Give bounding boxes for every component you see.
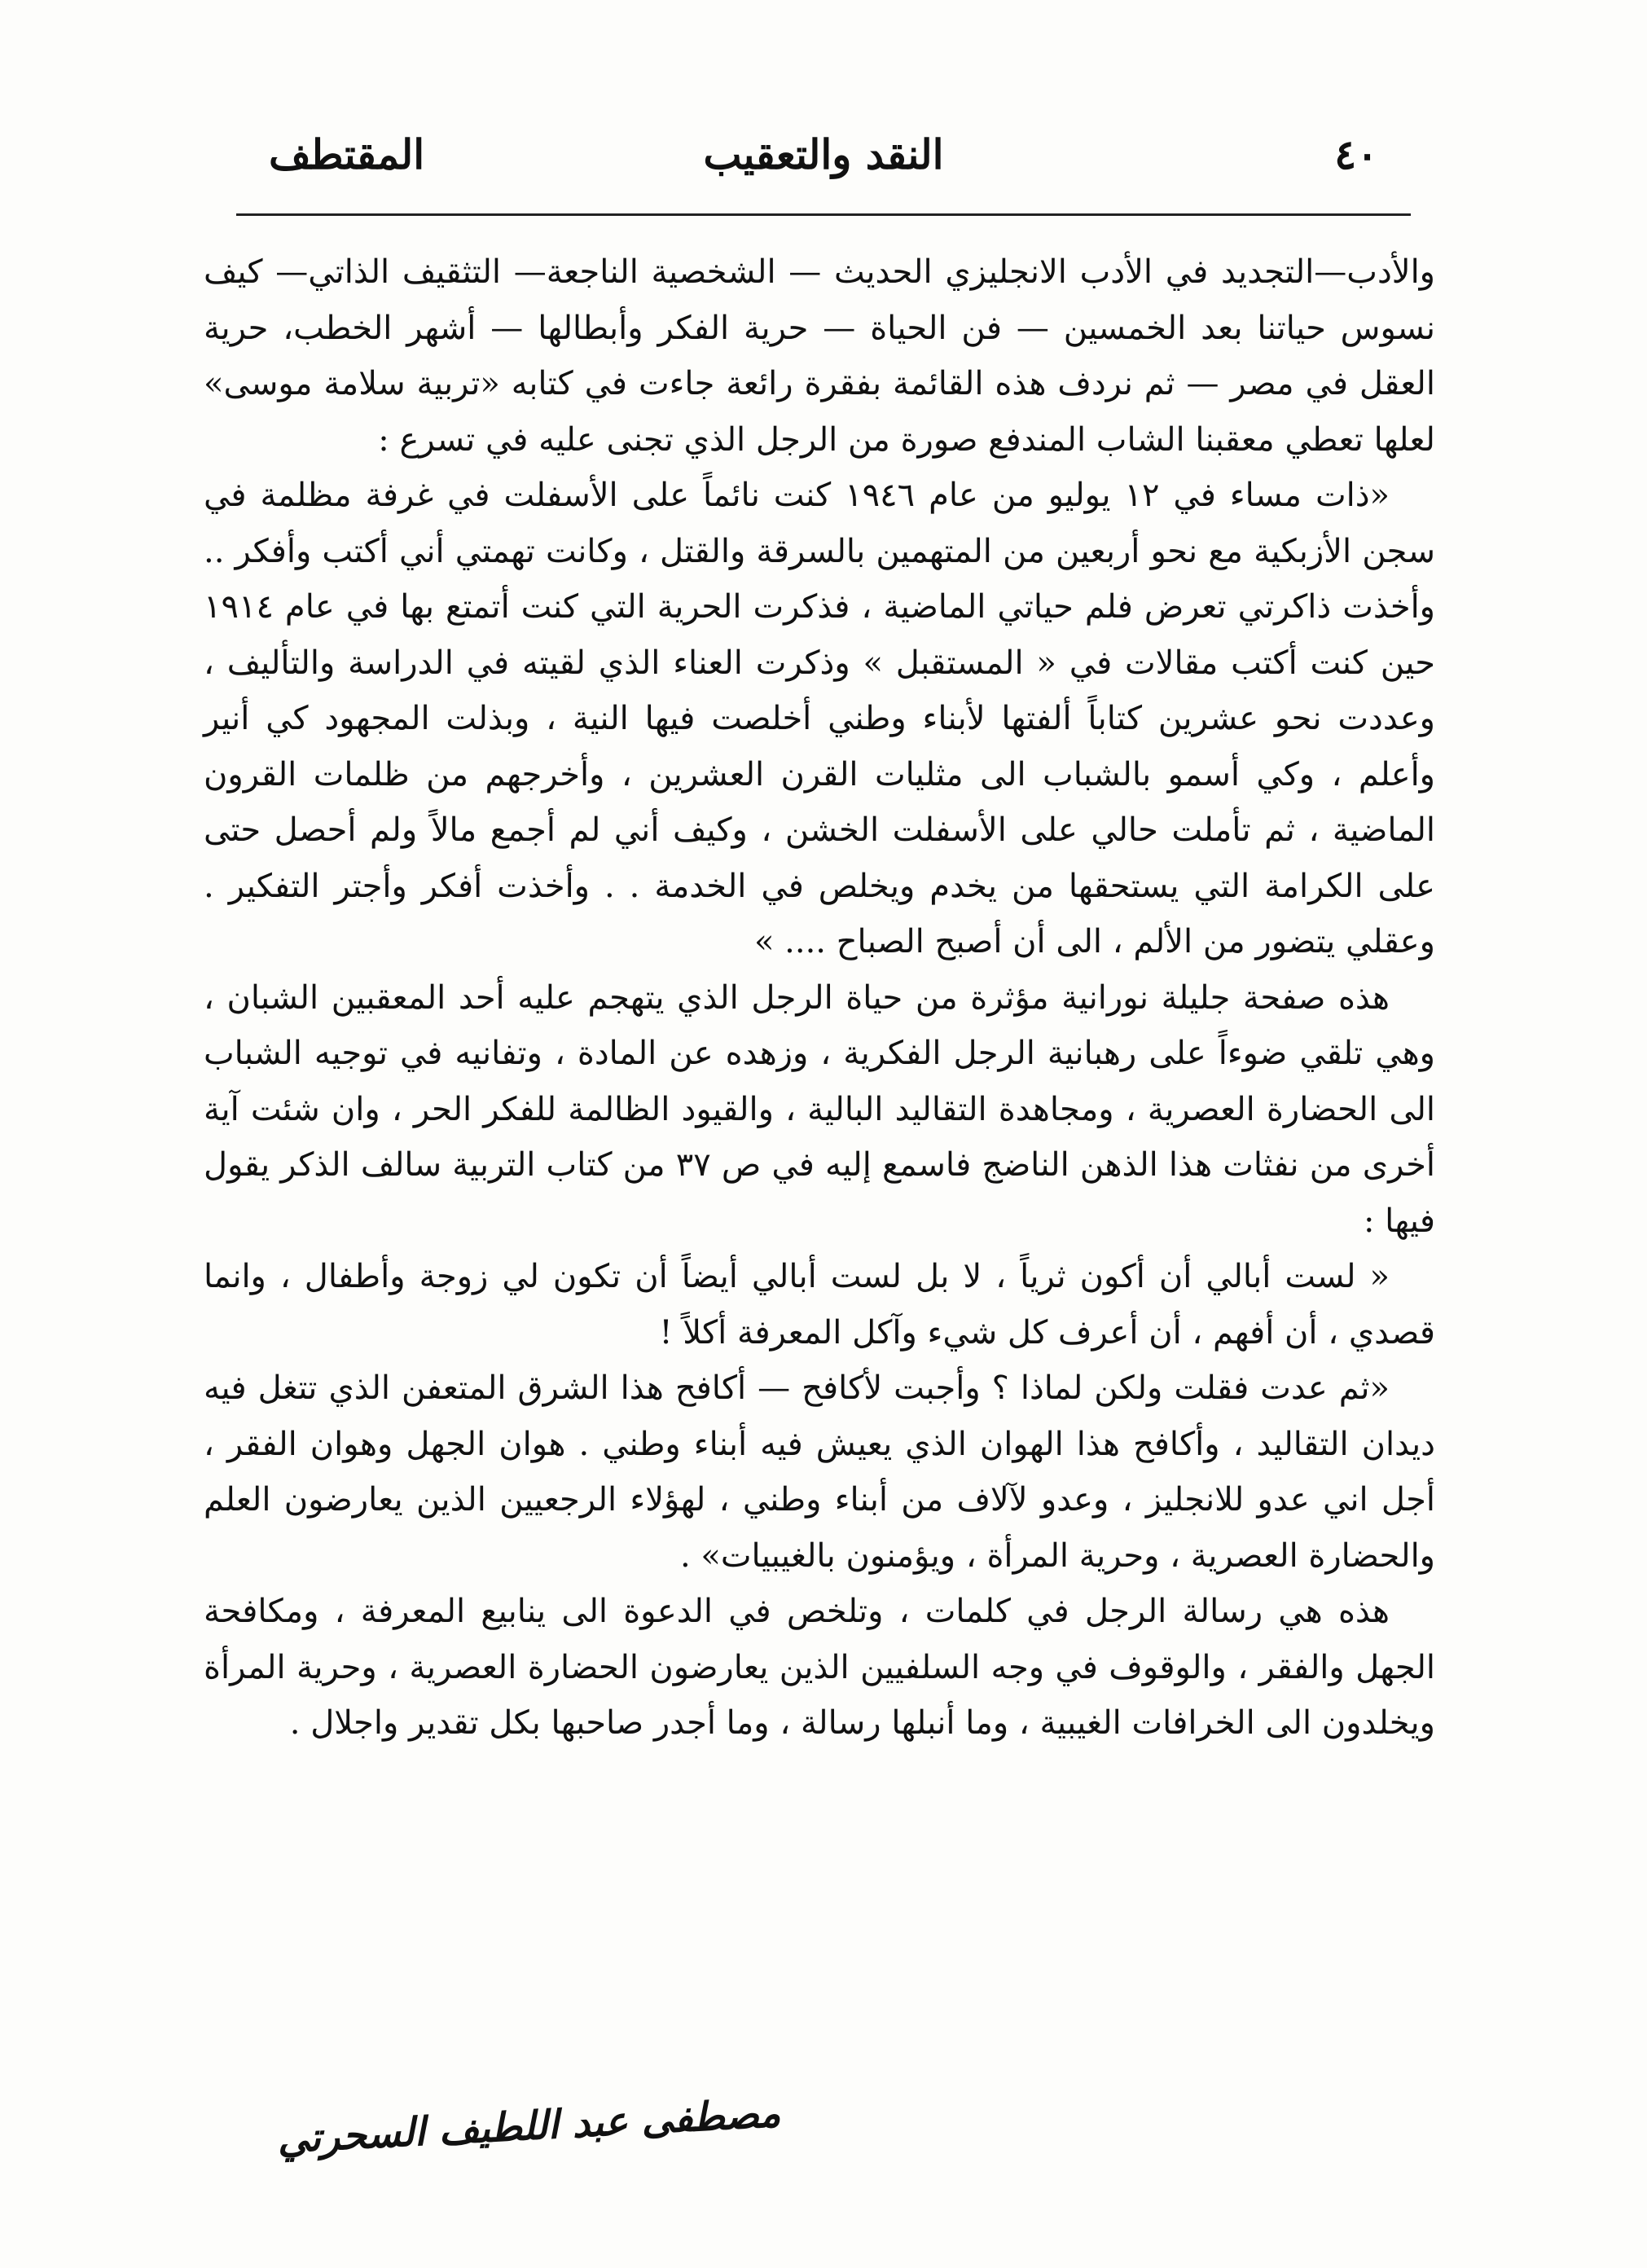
journal-name: المقتطف (269, 130, 425, 178)
paragraph-2-quote: «ذات مساء في ١٢ يوليو من عام ١٩٤٦ كنت نائماً على الأسفلت في غرفة مظلمة في سجن الأزبكية مع نحو أربعين من المتهمين بالسرقة والقتل ، وكانت تهمتي أني أكتب وأفكر .. وأخذت ذاكرتي تعرض فلم حياتي الماضية ، فذكرت الحرية التي كنت أتمتع بها في عام ١٩١٤ حين كنت أكتب مقالات في « المستقبل » وذكرت العناء الذي لقيته في الدراسة والتأليف ، وعددت نحو عشرين كتاباً ألفتها لأبناء وطني أخلصت فيها النية ، وبذلت المجهود كي أنير وأعلم ، وكي أسمو بالشباب الى مثليات القرن العشرين ، وأخرجهم من ظلمات القرون الماضية ، ثم تأملت حالي على الأسفلت الخشن ، وكيف أني لم أجمع مالاً ولم أحصل حتى على الكرامة التي يستحقها من يخدم ويخلص في الخدمة . . وأخذت أفكر وأجتر التفكير . وعقلي يتضور من الألم ، الى أن أصبح الصباح .... » (204, 477, 1436, 960)
article-body (204, 244, 1435, 1752)
section-title: النقد والتعقيب (703, 130, 944, 178)
header-divider (236, 213, 1411, 216)
paragraph-1: والأدب—التجديد في الأدب الانجليزي الحديث — الشخصية الناجعة— التثقيف الذاتي— كيف نسوس حياتنا بعد الخمسين — فن الحياة — حرية الفكر وأبطالها — أشهر الخطب، حرية العقل في مصر — ثم نردف هذه القائمة بفقرة رائعة جاءت في كتابه «تربية سلامة موسى» لعلها تعطي معقبنا الشاب المندفع صورة من الرجل الذي تجنى عليه في تسرع : (204, 253, 1435, 459)
paragraph-4-quote: « لست أبالي أن أكون ثرياً ، لا بل لست أبالي أيضاً أن تكون لي زوجة وأطفال ، وانما قصدي ، أن أفهم ، أن أعرف كل شيء وآكل المعرفة أكلاً ! (204, 1258, 1435, 1352)
page-header (269, 130, 1378, 196)
paragraph-6: هذه هي رسالة الرجل في كلمات ، وتلخص في الدعوة الى ينابيع المعرفة ، ومكافحة الجهل والفقر ، والوقوف في وجه السلفيين الذين يعارضون الحضارة العصرية ، وحرية المرأة ويخلدون الى الخرافات الغيبية ، وما أنبلها رسالة ، وما أجدر صاحبها بكل تقدير واجلال . (204, 1593, 1435, 1742)
author-signature: مصطفى عبد اللطيف السحرتي (276, 2090, 782, 2163)
page-number: ٤٠ (1334, 130, 1378, 178)
paragraph-3: هذه صفحة جليلة نورانية مؤثرة من حياة الرجل الذي يتهجم عليه أحد المعقبين الشبان ، وهي تلقي ضوءاً على رهبانية الرجل الفكرية ، وزهده عن المادة ، وتفانيه في توجيه الشباب الى الحضارة العصرية ، ومجاهدة التقاليد البالية ، والقيود الظالمة للفكر الحر ، وان شئت آية أخرى من نفثات هذا الذهن الناضج فاسمع إليه في ص ٣٧ من كتاب التربية سالف الذكر يقول فيها : (204, 978, 1436, 1240)
paragraph-5-quote: «ثم عدت فقلت ولكن لماذا ؟ وأجبت لأكافح — أكافح هذا الشرق المتعفن الذي تتغل فيه ديدان التقاليد ، وأكافح هذا الهوان الذي يعيش فيه أبناء وطني . هوان الجهل وهوان الفقر ، أجل اني عدو للانجليز ، وعدو لآلاف من أبناء وطني ، لهؤلاء الرجعيين الذين يعارضون العلم والحضارة العصرية ، وحرية المرأة ، ويؤمنون بالغيبيات» . (204, 1369, 1435, 1575)
